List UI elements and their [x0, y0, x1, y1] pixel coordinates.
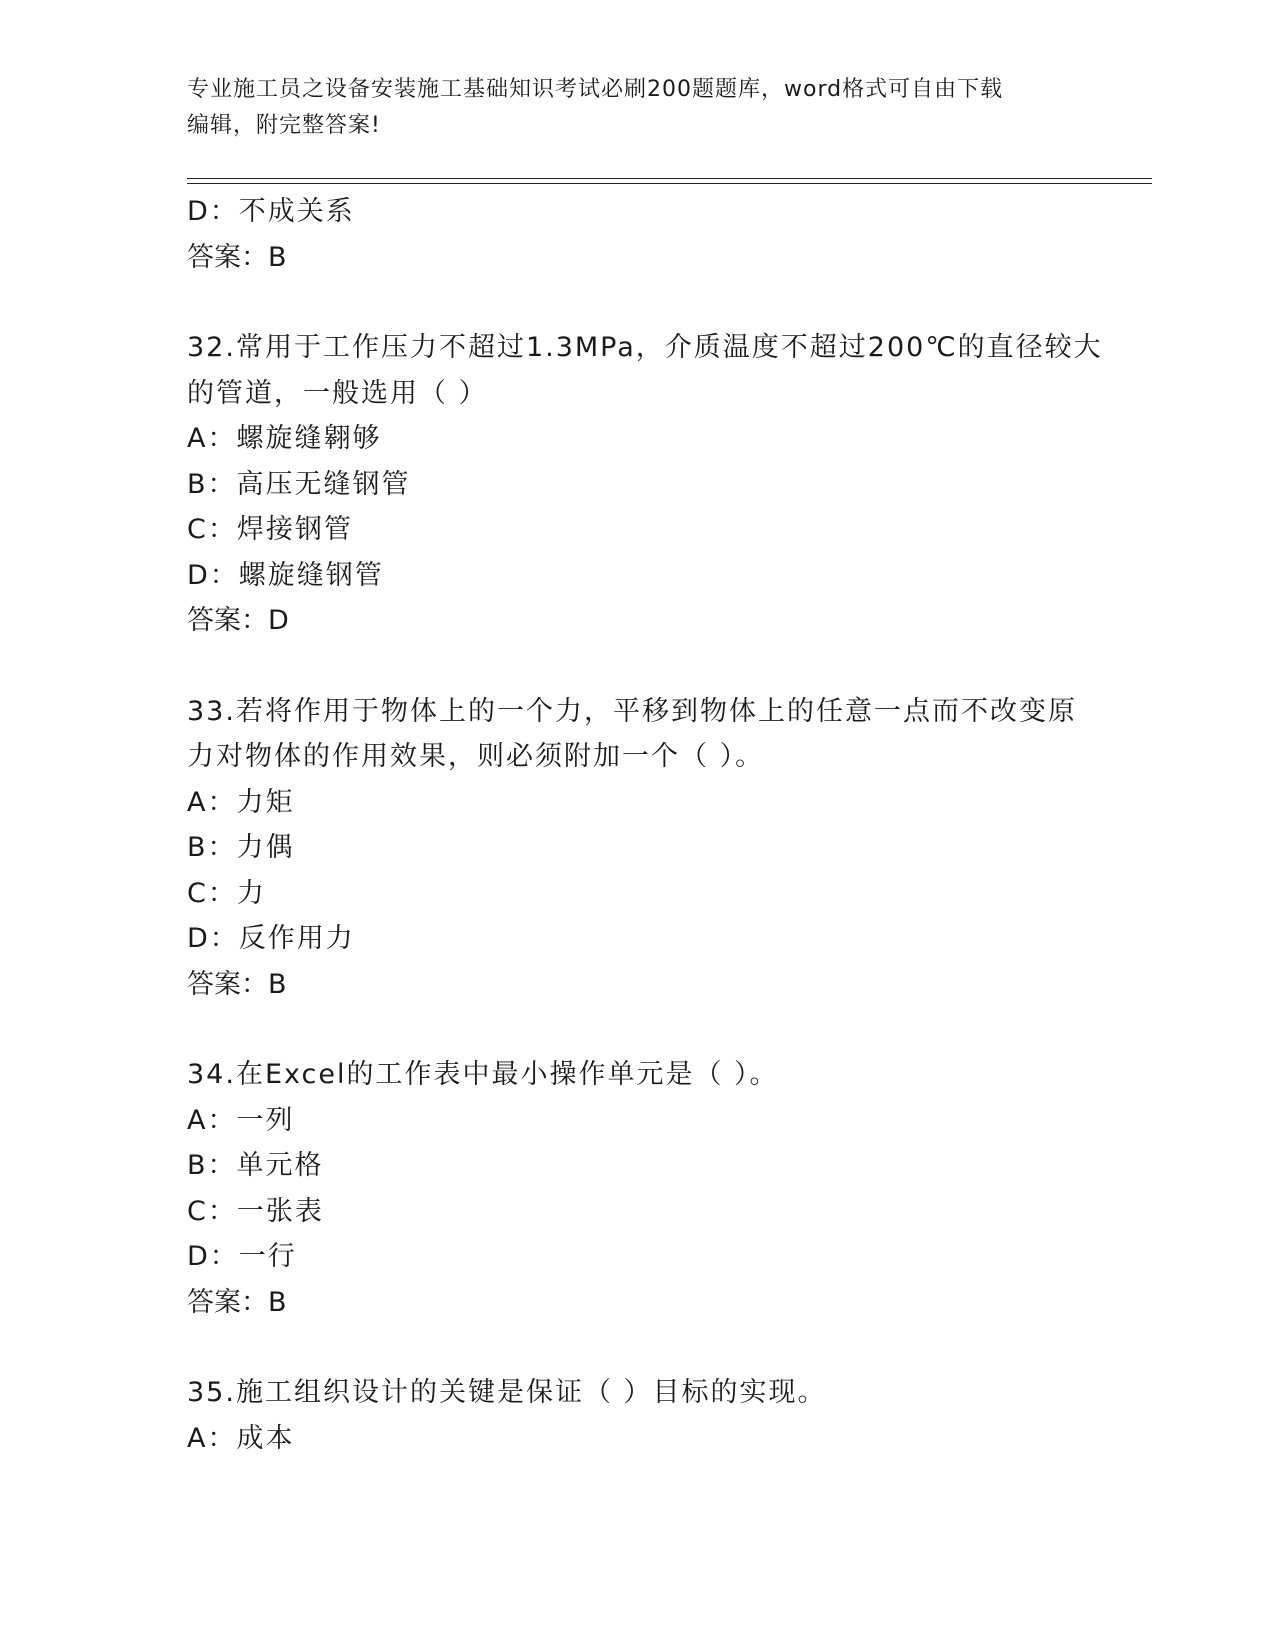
question-35: [187, 1370, 1087, 1461]
question-text-cont: 力对物体的作用效果，则必须附加一个（ ）。: [187, 741, 765, 772]
question-33: [187, 689, 1087, 1008]
option-a: A：一列: [187, 1104, 295, 1136]
question-text-cont: 的管道，一般选用（ ）: [187, 377, 488, 409]
option-a: A：力矩: [187, 786, 295, 818]
document-header: [187, 72, 1087, 144]
header-rule-top: [187, 178, 1152, 179]
answer: 答案：B: [187, 968, 287, 1000]
option-b: B：高压无缝钢管: [187, 468, 411, 500]
question-31-tail: [187, 189, 1087, 280]
answer: 答案：B: [187, 241, 287, 273]
question-text: 33.若将作用于物体上的一个力，平移到物体上的任意一点而不改变原: [187, 695, 1077, 727]
question-text: 32.常用于工作压力不超过1.3MPa，介质温度不超过200℃的直径较大: [187, 332, 1103, 363]
option-d: D：反作用力: [187, 923, 355, 954]
header-rule-bottom: [187, 183, 1152, 184]
question-text: 34.在Excel的工作表中最小操作单元是（ ）。: [187, 1059, 779, 1090]
question-32: [187, 325, 1103, 644]
header-line-1: 专业施工员之设备安装施工基础知识考试必刷200题题库，word格式可自由下载: [187, 77, 1004, 102]
answer: 答案：B: [187, 1286, 287, 1318]
option-c: C：力: [187, 877, 266, 909]
question-text: 35.施工组织设计的关键是保证（ ）目标的实现。: [187, 1377, 827, 1408]
option-b: B：单元格: [187, 1150, 324, 1181]
header-line-2: 编辑，附完整答案!: [187, 113, 381, 138]
option-d: D：一行: [187, 1241, 297, 1272]
option-a: A：螺旋缝翱够: [187, 423, 382, 454]
option-c: C：焊接钢管: [187, 514, 353, 545]
option-d: D：螺旋缝钢管: [187, 559, 384, 591]
answer: 答案：D: [187, 605, 289, 636]
question-34: [187, 1052, 1087, 1325]
option-d: D：不成关系: [187, 196, 355, 227]
option-a: A：成本: [187, 1422, 295, 1454]
question-list: [187, 189, 1103, 1461]
option-c: C：一张表: [187, 1195, 324, 1227]
option-b: B：力偶: [187, 832, 295, 863]
